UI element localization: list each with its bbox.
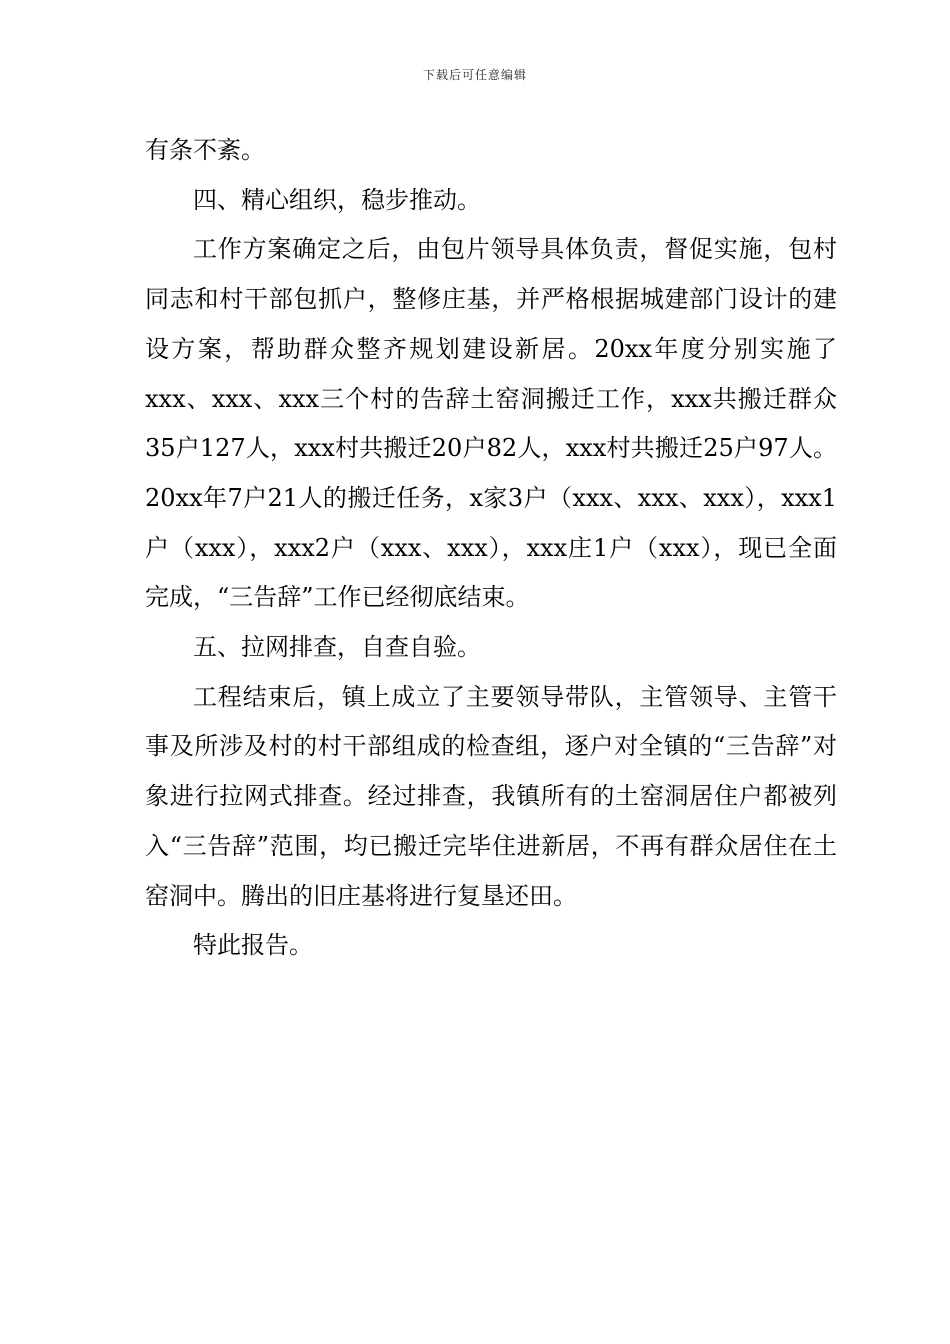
paragraph-continuation: 有条不紊。 xyxy=(145,136,265,164)
closing-statement: 特此报告。 xyxy=(193,931,313,960)
section-heading-four: 四、精心组织，稳步推动。 xyxy=(193,185,481,214)
document-body xyxy=(145,126,837,971)
paragraph-relocation-details: 工作方案确定之后，由包片领导具体负责，督促实施，包村同志和村干部包抓户，整修庄基，并严格根据城建部门设计的建设方案，帮助群众整齐规划建设新居。20xx年度分别实施了xxx、xxx、xxx三个村的告辞土窑洞搬迁工作，xxx共搬迁群众35户127人，xxx村共搬迁20户82人，xxx村共搬迁25户97人。20xx年7户21人的搬迁任务，x家3户（xxx、xxx、xxx），xxx1户（xxx），xxx2户（xxx、xxx），xxx庄1户（xxx），现已全面完成，“三告辞”工作已经彻底结束。 xyxy=(145,235,837,612)
section-heading-five: 五、拉网排查，自查自验。 xyxy=(193,633,481,662)
page-header: 下载后可任意编辑 xyxy=(422,68,527,82)
paragraph-inspection: 工程结束后，镇上成立了主要领导带队，主管领导、主管干事及所涉及村的村干部组成的检查组，逐户对全镇的“三告辞”对象进行拉网式排查。经过排查，我镇所有的土窑洞居住户都被列入“三告辞”范围，均已搬迁完毕住进新居，不再有群众居住在土窑洞中。腾出的旧庄基将进行复垦还田。 xyxy=(145,682,837,910)
